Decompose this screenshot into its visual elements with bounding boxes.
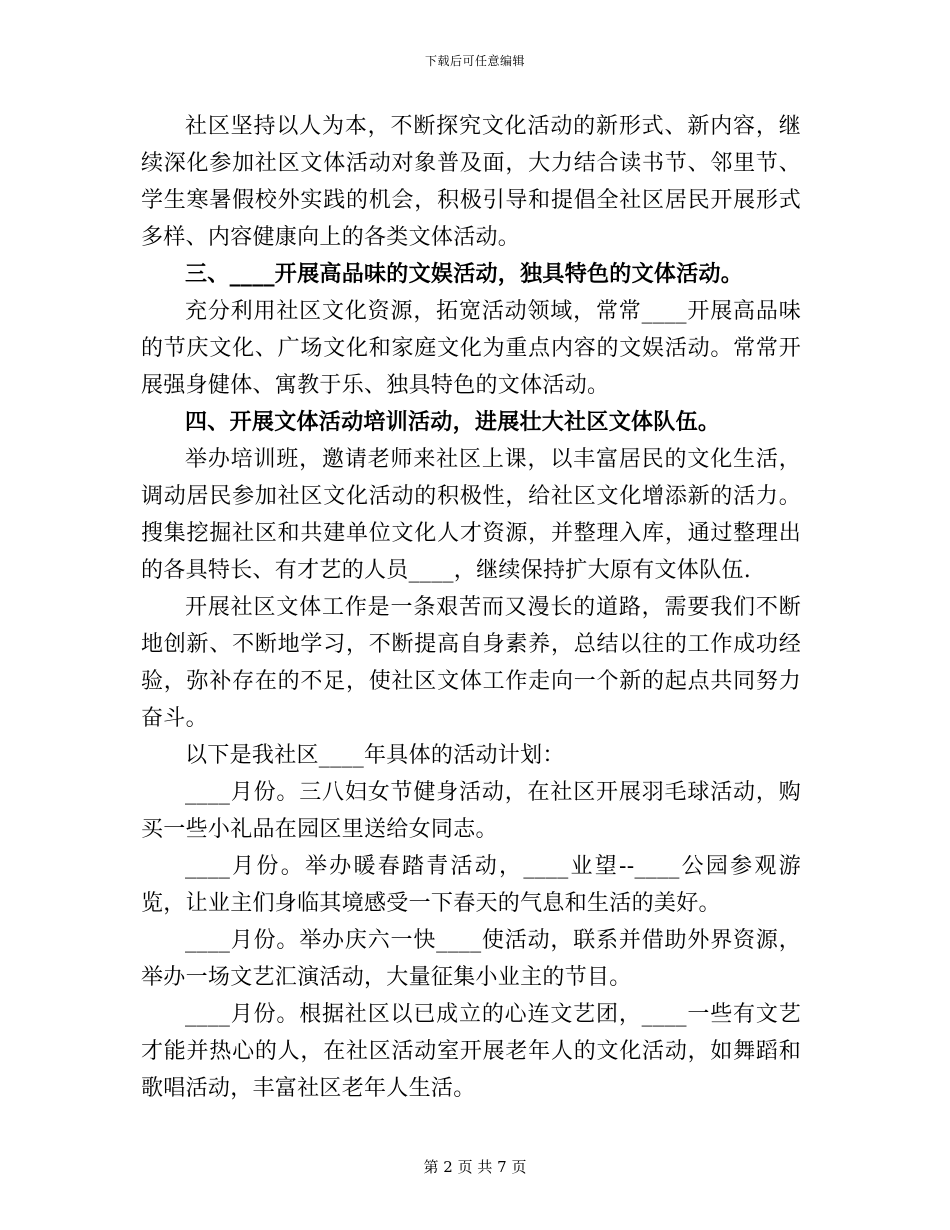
paragraph-intro: 社区坚持以人为本，不断探究文化活动的新形式、新内容，继续深化参加社区文体活动对象普及面，大力结合读书节、邻里节、学生寒暑假校外实践的机会，积极引导和提倡全社区居民开展形式多样、内容健康向上的各类文体活动。 — [141, 114, 801, 250]
section-heading-four: 四、开展文体活动培训活动，进展壮大社区文体队伍。 — [185, 410, 721, 435]
paragraph-plan-childrens-day: ____月份。举办庆六一快____使活动，联系并借助外界资源，举办一场文艺汇演活动，大量征集小业主的节目。 — [141, 928, 801, 990]
paragraph-plan-womens-day: ____月份。三八妇女节健身活动，在社区开展羽毛球活动，购买一些小礼品在园区里送给女同志。 — [141, 780, 801, 842]
document-body — [141, 108, 801, 1107]
paragraph-plan-elderly: ____月份。根据社区以已成立的心连文艺团，____一些有文艺才能并热心的人，在社区活动室开展老年人的文化活动，如舞蹈和歌唱活动，丰富社区老年人生活。 — [141, 1002, 801, 1101]
paragraph-plan-spring-outing: ____月份。举办暖春踏青活动，____业望--____公园参观游览，让业主们身临其境感受一下春天的气息和生活的美好。 — [141, 854, 801, 916]
paragraph-summary: 开展社区文体工作是一条艰苦而又漫长的道路，需要我们不断地创新、不断地学习，不断提高自身素养，总结以往的工作成功经验，弥补存在的不足，使社区文体工作走向一个新的起点共同努力奋斗。 — [141, 595, 801, 731]
page-number-footer: 第 2 页 共 7 页 — [423, 1158, 527, 1176]
page-header: 下载后可任意编辑 — [424, 54, 525, 68]
paragraph-training: 举办培训班，邀请老师来社区上课，以丰富居民的文化生活，调动居民参加社区文化活动的积极性，给社区文化增添新的活力。搜集挖掘社区和共建单位文化人才资源，并整理入库，通过整理出的各具特长、有才艺的人员____，继续保持扩大原有文体队伍. — [141, 447, 801, 583]
paragraph-plan-intro: 以下是我社区____年具体的活动计划： — [185, 743, 565, 768]
paragraph-resources: 充分利用社区文化资源，拓宽活动领域，常常____开展高品味的节庆文化、广场文化和家庭文化为重点内容的文娱活动。常常开展强身健体、寓教于乐、独具特色的文体活动。 — [141, 299, 801, 398]
section-heading-three: 三、____开展高品味的文娱活动，独具特色的文体活动。 — [185, 262, 744, 287]
